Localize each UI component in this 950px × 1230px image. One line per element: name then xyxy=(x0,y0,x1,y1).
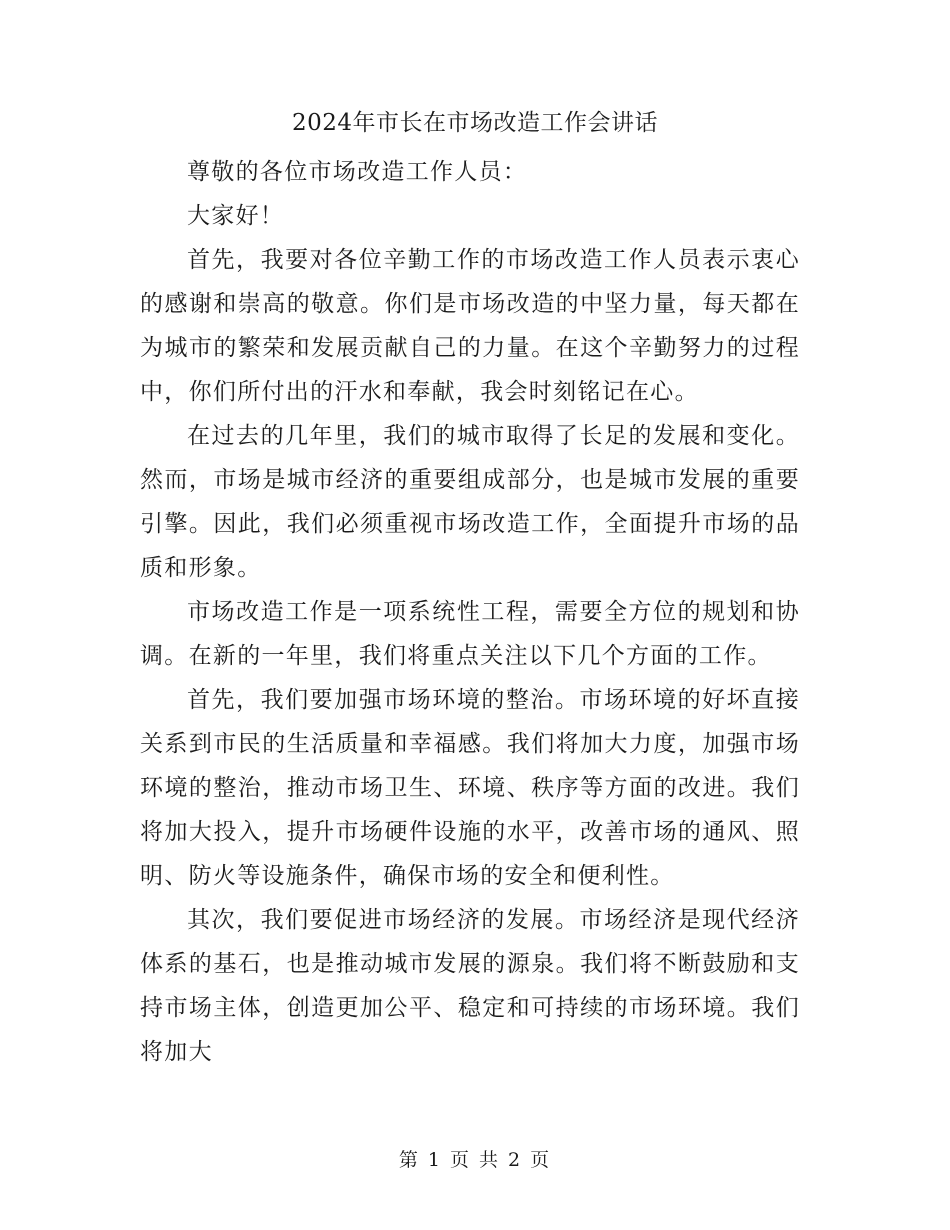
paragraph: 市场改造工作是一项系统性工程，需要全方位的规划和协调。在新的一年里，我们将重点关注以下几个方面的工作。 xyxy=(140,599,800,669)
paragraph: 首先，我们要加强市场环境的整治。市场环境的好坏直接关系到市民的生活质量和幸福感。我们将加大力度，加强市场环境的整治，推动市场卫生、环境、秩序等方面的改进。我们将加大投入，提升市场硬件设施的水平，改善市场的通风、照明、防火等设施条件，确保市场的安全和便利性。 xyxy=(140,687,800,889)
salutation: 尊敬的各位市场改造工作人员： xyxy=(187,159,528,185)
page-number-footer: 第 1 页 共 2 页 xyxy=(398,1149,552,1171)
document-body xyxy=(140,150,800,1074)
paragraph: 在过去的几年里，我们的城市取得了长足的发展和变化。然而，市场是城市经济的重要组成部分，也是城市发展的重要引擎。因此，我们必须重视市场改造工作，全面提升市场的品质和形象。 xyxy=(140,423,800,581)
document-title: 2024年市长在市场改造工作会讲话 xyxy=(291,110,659,136)
greeting: 大家好！ xyxy=(187,203,285,229)
paragraph: 其次，我们要促进市场经济的发展。市场经济是现代经济体系的基石，也是推动城市发展的源泉。我们将不断鼓励和支持市场主体，创造更加公平、稳定和可持续的市场环境。我们将加大 xyxy=(140,907,800,1065)
paragraph: 首先，我要对各位辛勤工作的市场改造工作人员表示衷心的感谢和崇高的敬意。你们是市场改造的中坚力量，每天都在为城市的繁荣和发展贡献自己的力量。在这个辛勤努力的过程中，你们所付出的汗水和奉献，我会时刻铭记在心。 xyxy=(140,247,800,405)
